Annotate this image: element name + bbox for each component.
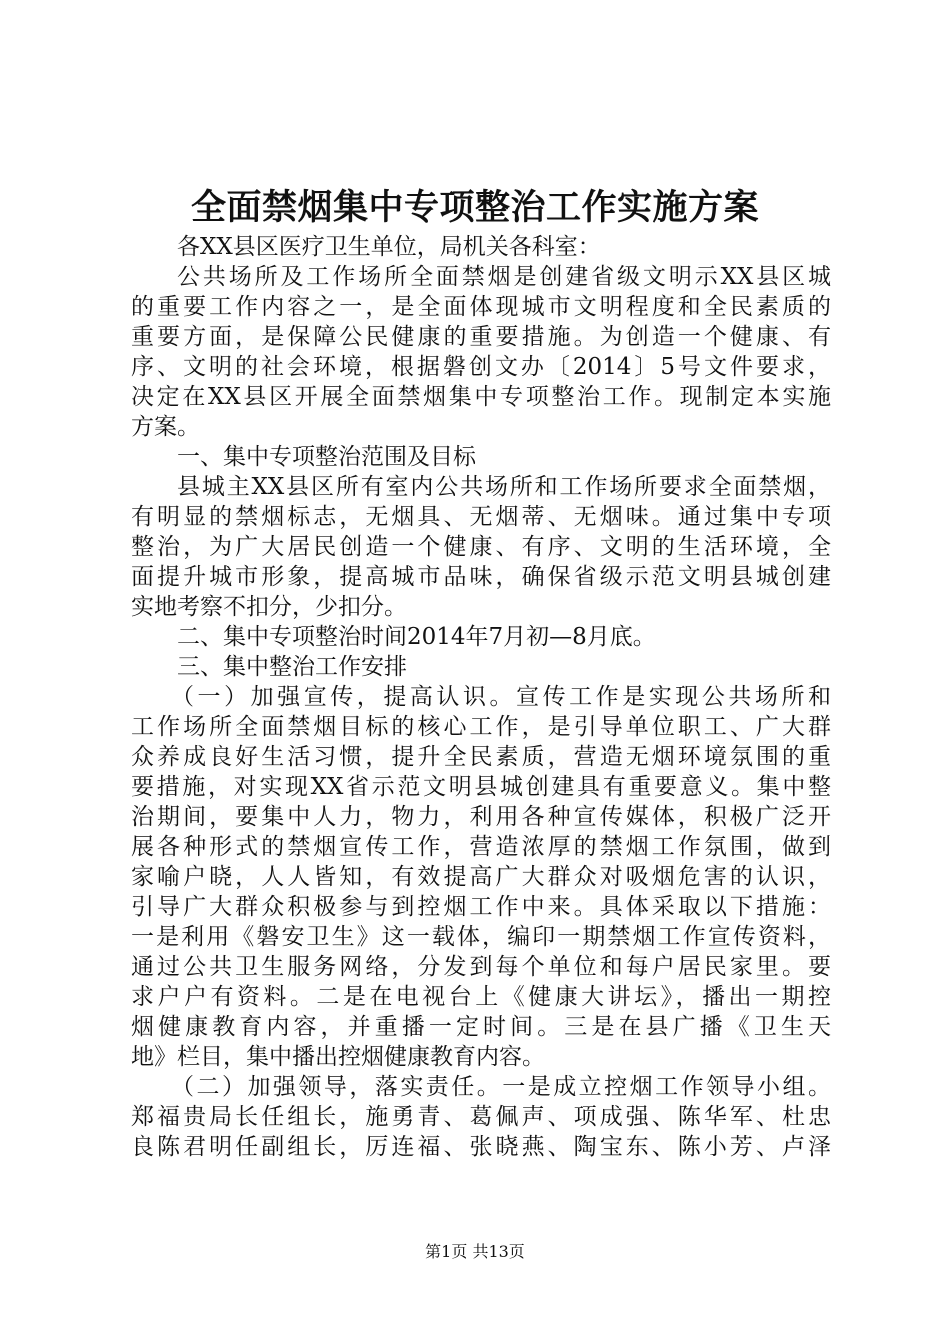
paragraph-line: 有明显的禁烟标志，无烟具、无烟蒂、无烟味。通过集中专项 — [131, 504, 831, 530]
paragraph-line: 的重要工作内容之一，是全面体现城市文明程度和全民素质的 — [131, 294, 831, 320]
paragraph-line: 一是利用《磐安卫生》这一载体，编印一期禁烟工作宣传资料， — [131, 924, 831, 950]
document-body — [131, 232, 831, 1162]
paragraph-line: 家喻户晓，人人皆知，有效提高广大群众对吸烟危害的认识， — [131, 864, 831, 890]
paragraph-line: 地》栏目，集中播出控烟健康教育内容。 — [131, 1044, 545, 1070]
paragraph-line: 求户户有资料。二是在电视台上《健康大讲坛》，播出一期控 — [131, 984, 831, 1010]
paragraph-line: 引导广大群众积极参与到控烟工作中来。具体采取以下措施： — [131, 894, 831, 920]
paragraph-line: 展各种形式的禁烟宣传工作，营造浓厚的禁烟工作氛围，做到 — [131, 834, 831, 860]
paragraph-line: 重要方面，是保障公民健康的重要措施。为创造一个健康、有 — [131, 324, 831, 350]
paragraph-line: 公共场所及工作场所全面禁烟是创建省级文明示XX县区城 — [177, 264, 831, 290]
paragraph-line: 整治，为广大居民创造一个健康、有序、文明的生活环境，全 — [131, 534, 831, 560]
paragraph-line: 良陈君明任副组长，厉连福、张晓燕、陶宝东、陈小芳、卢泽 — [131, 1134, 831, 1160]
paragraph-line: 面提升城市形象，提高城市品味，确保省级示范文明县城创建 — [131, 564, 831, 590]
page-footer: 第1页 共13页 — [425, 1242, 525, 1261]
paragraph-line: 通过公共卫生服务网络，分发到每个单位和每户居民家里。要 — [131, 954, 831, 980]
paragraph-line: 治期间，要集中人力，物力，利用各种宣传媒体，积极广泛开 — [131, 804, 831, 830]
paragraph-line: （二）加强领导，落实责任。一是成立控烟工作领导小组。 — [171, 1074, 831, 1100]
section-heading: 三、集中整治工作安排 — [177, 654, 407, 680]
paragraph-line: 序、文明的社会环境，根据磐创文办〔2014〕5号文件要求， — [131, 354, 831, 380]
paragraph-line: 工作场所全面禁烟目标的核心工作，是引导单位职工、广大群 — [131, 714, 831, 740]
section-heading: 一、集中专项整治范围及目标 — [177, 444, 476, 470]
paragraph-line: 实地考察不扣分，少扣分。 — [131, 594, 407, 620]
paragraph-line: 方案。 — [131, 414, 200, 440]
salutation-line: 各XX县区医疗卫生单位，局机关各科室： — [177, 234, 601, 260]
paragraph-line: 决定在XX县区开展全面禁烟集中专项整治工作。现制定本实施 — [131, 384, 831, 410]
section-heading: 二、集中专项整治时间2014年7月初—8月底。 — [177, 624, 656, 650]
paragraph-line: 烟健康教育内容，并重播一定时间。三是在县广播《卫生天 — [131, 1014, 831, 1040]
paragraph-line: 要措施，对实现XX省示范文明县城创建具有重要意义。集中整 — [131, 774, 831, 800]
paragraph-line: 县城主XX县区所有室内公共场所和工作场所要求全面禁烟， — [177, 474, 831, 500]
paragraph-line: （一）加强宣传，提高认识。宣传工作是实现公共场所和 — [171, 684, 831, 710]
paragraph-line: 郑福贵局长任组长，施勇青、葛佩声、项成强、陈华军、杜忠 — [131, 1104, 831, 1130]
paragraph-line: 众养成良好生活习惯，提升全民素质，营造无烟环境氛围的重 — [131, 744, 831, 770]
document-title: 全面禁烟集中专项整治工作实施方案 — [190, 187, 759, 228]
